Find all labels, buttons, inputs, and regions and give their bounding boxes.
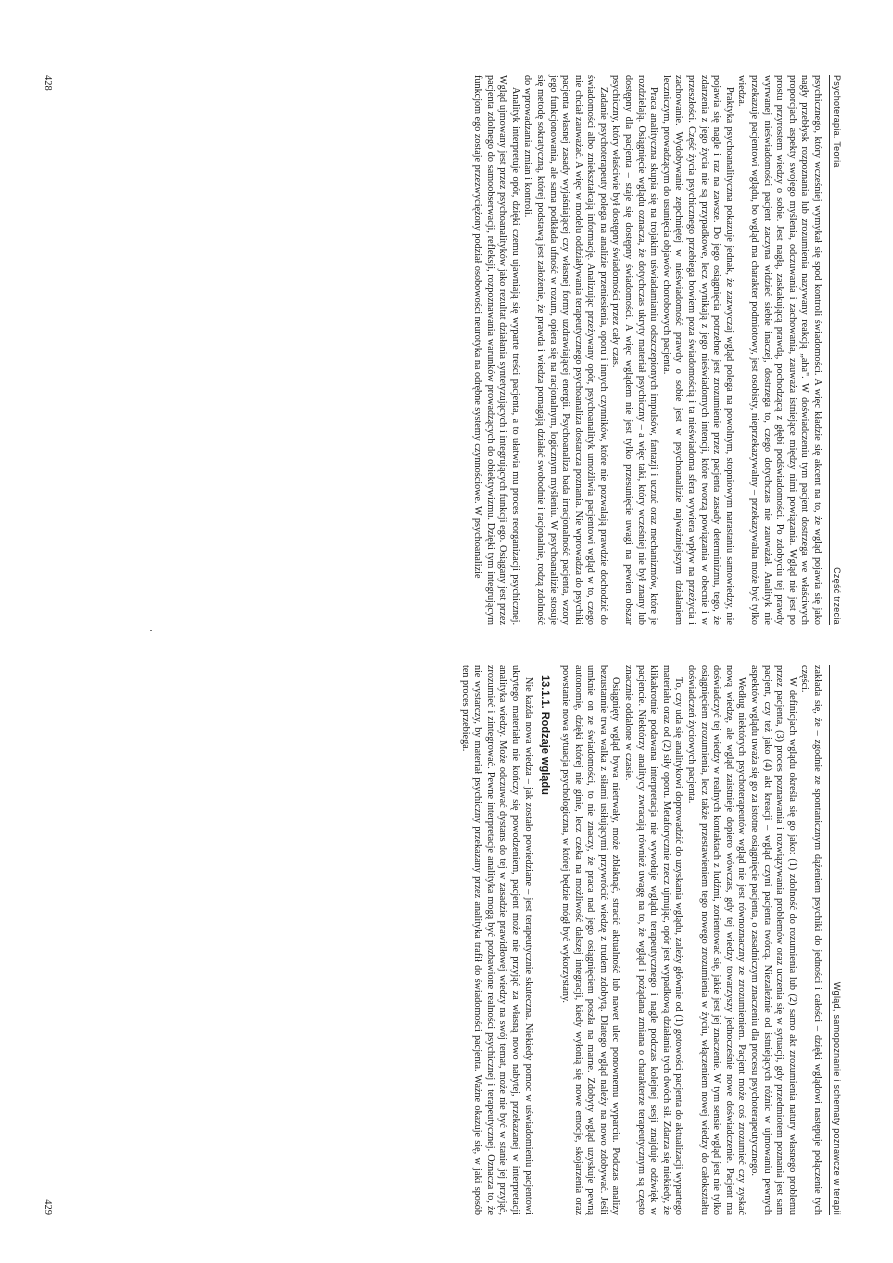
running-head	[829, 75, 842, 625]
body-text	[458, 665, 823, 1215]
paragraph: W definicjach wglądu określa się go jako: (1) zdolność do rozumienia lub (2) samo akt zrozumienia natury własnego problemu przez pacjenta, (3) proces poznawania i rozwiązywania problemów oraz uczenia się w sytuacji, gdy przedmiotem poznania jest sam pacjent, czy też jako (4) akt kreacji – wgląd czyni pacjenta twórcą. Niezależnie od istniejących różnic w ujmowaniu pewnych aspektów wglądu uważa się go za istotne osiągnięcie pacjenta, o zasadniczym znaczeniu dla procesu psychoterapeutycznego.	[749, 665, 798, 1215]
right-page	[42, 665, 842, 1215]
paragraph: Osiągnięty wgląd bywa nietrwały, może zblaknąć, stracić aktualność lub nawet ulec ponownemu wyparciu. Podczas analizy bezustannie trwa walka z siłami usiłującymi przywrócić wiedzę z trudem zdobytą. Dlatego wgląd należy na nowo zdobywać. Jeśli umknie on ze świadomości, to nie znaczy, że praca nad jego osiągnięciem poszła na marne. Zdobyty wgląd uzyskuje pewną autonomię, dzięki której nie ginie, lecz czeka na możliwość dalszej integracji, kiedy wyłonią się nowe emocje, skojarzenia oraz powstanie nowa sytuacja psychologiczna, w której będzie mógł być wykorzystany.	[560, 665, 622, 1215]
paragraph: Praktyka psychoanalityczna pokazuje jednak, że zazwyczaj wgląd polega na powolnym, stopniowym narastaniu samowiedzy, nie pojawia się nagle i raz na zawsze. Do jego osiągnięcia potrzebne jest zrozumienie przez pacjenta zasady determinizmu, tego, że zdarzenia z jego życia nie są przypadkowe, lecz wynikają z jego nieświadomych intencji, które tworzą powiązania w obecnie i w przeszłości. Część życia psychicznego przebiega bowiem poza świadomością i ta nieświadoma sfera wywiera wpływ na przeżycia i zachowanie. Wydobywanie zepchniętej w nieświadomość prawdy o sobie jest w psychoanalizie najważniejszym działaniem leczniczym, prowadzącym do usunięcia objawów chorobowych pacjenta.	[660, 75, 735, 625]
page-number: 428	[42, 75, 53, 91]
running-head-part: Część trzecia	[832, 567, 842, 625]
left-page	[42, 75, 842, 625]
paragraph: Zadanie psychoterapeuty polega na analizie przeniesienia, oporu i innych czynników, które nie pozwalają prawdzie dochodzić do świadomości albo zniekształcają informację. Analizując przeżywany opór, psychoanalityk umożliwia pacjentowi wgląd w to, czego nie chciał zauważać. A więc w modelu oddziaływania terapeutycznego psychoanaliza dostarcza poznania. Nie wprowadza do psychiki pacjenta własnej zasady wyjaśniającej czy własnej formy uzdrawiającej energii. Psychoanaliza bada irracjonalność pacjenta, wzory jego funkcjonowania, ale sama podkłada ufność w rozum, opiera się na racjonalnym, logicznym myśleniu. W psychoanalizie stosuje się metodę sokratyczną, której podstawą jest założenie, że prawda i wiedza pomagają działać swobodnie i racjonalnie, rodzą zdolność do wprowadzania zmian i kontroli.	[522, 75, 609, 625]
paragraph: To, czy uda się analitykowi doprowadzić do uzyskania wglądu, zależy głównie od (1) gotowości pacjenta do aktualizacji wypartego materiału oraz od (2) siły oporu. Metaforycznie rzecz ujmując, opór jest wypadkową działania tych dwóch sił. Zdarza się niekiedy, że klikakrotnie podawana interpretacja nie wywołuje wglądu terapeutycznego i nagle podczas kolejnej sesji znajduje odźwięk w pacjencie. Niektórzy analitycy zwracają również uwagę na to, że wgląd i pożądana zmiana o charakterze terapeutycznym są często znacznie oddalone w czasie.	[623, 665, 685, 1215]
running-head-title: Wgląd, samopoznanie i schematy poznawcze w terapii	[832, 981, 842, 1215]
running-head-title: Psychoterapia. Teoria	[832, 75, 842, 168]
running-head	[829, 665, 842, 1215]
paragraph: Nie każda nowa wiedza – jak zostało powiedziane – jest terapeutycznie skuteczna. Niekiedy pomoc w uświadomieniu pacjentowi ukrytego materiału nie kończy się powodzeniem, pacjent może nie przyjąć za własną nowo nabytej, przekazanej w interpretacji analityka wiedzy. Może odczuwać dystans do tej w zasadzie prawidłowej wiedzy na swój temat, może nie być w stanie jej przyjąć, zrozumieć i zintegrować. Pewne interpretacje analityka mogą być pozbawione realności psychicznej i terapeutycznej. Oznacza to, że nie wystarczy, by materiał psychiczny przekazany przez analityka trafił do świadomości pacjenta. Ważne okazuje się, w jaki sposób ten proces przebiega.	[459, 665, 534, 1215]
section-heading: 13.1.1. Rodzaje wglądu	[538, 675, 551, 795]
scan-divider	[150, 630, 152, 631]
paragraph: Analityk interpretuje opór, dzięki czemu ujawniają się wyparte treści pacjenta, a to ułatwia mu proces reorganizacji psychicznej. Wgląd ujmowany jest przez psychoanalityków jako rezultat działania syntetyzujących i integrujących funkcji ego. Osiągany jest przez pacjenta zdolnego do samoobserwacji, refleksji, rozpoznawania warunków prowadzących do obiektywizmu. Dzięki tym integrującym funkcjom ego zostaje przezwyciężony podział osobowości neurotyka na odrębne systemy czynnościowe. W psychoanalizie	[471, 75, 521, 625]
paragraph: Według niektórych psychoterapeutów wgląd nie jest równoznaczny ze zrozumieniem. Pacjent może coś zrozumieć czy zyskać nową wiedzę, ale wgląd zaistnieje dopiero wówczas, gdy tej wiedzy towarzyszy jednocześnie nowe doświadczenie. Pacjent ma doświadczyć tej wiedzy w realnych kontaktach z ludźmi, zorientować się, jakie jest jej znaczenie. W tym sensie wgląd jest nie tylko osiągnięciem zrozumienia, lecz także przestawieniem tego nowego zrozumienia w życiu, włączeniem nowej wiedzy do całokształtu doświadczeń życiowych pacjenta.	[686, 665, 748, 1215]
paragraph: Praca analityczna skupia się na trojakim uświadamianiu odszczepionych impulsów, fantazji i uczuć oraz mechanizmów, które je rozdzielają. Osiągnięcie wglądu oznacza, że dotychczas ukryty materiał psychiczny – a więc taki, który wcześniej nie był znany lub dostępny dla pacjenta – staje się dostępny świadomości. A więc wglądem nie jest tylko przesunięcie uwagi na pewien obszar psychiczny, który właściwie był dostępny świadomości przez cały czas.	[610, 75, 660, 625]
page-number: 429	[42, 1199, 53, 1215]
paragraph: psychicznego, który wcześniej wymykał się spod kontroli świadomości. A więc kładzie się akcent na to, że wgląd pojawia się jako nagły przebłysk rozpoznania lub zrozumienia nazywany reakcją „aha". W doświadczeniu tym pacjent dostrzega we właściwych proporcjach aspekty swojego myślenia, odczuwania i zachowania, zauważa istniejące między nimi powiązania. Wgląd nie jest po prostu przyrostem wiedzy o sobie. Jest nagłą, zaskakującą prawdą, pochodzącą z głębi podświadomości. Po zdobyciu tej prawdy wyrwanej nieświadomości pacjent zaczyna widzieć siebie inaczej, dostrzega to, czego dotychczas nie zauważał. Analityk nie przekazuje pacjentowi wglądu, bo wgląd ma charakter podmiotowy, jest osobisty, nieprzekazywalny – przekazywalna może być tylko wiedza.	[736, 75, 823, 625]
body-text	[470, 75, 823, 625]
paragraph: zakłada się, że – zgodnie ze spontanicznym dążeniem psychiki do jedności i całości – dzięki wglądowi następuje połączenie tych części.	[799, 665, 823, 1215]
